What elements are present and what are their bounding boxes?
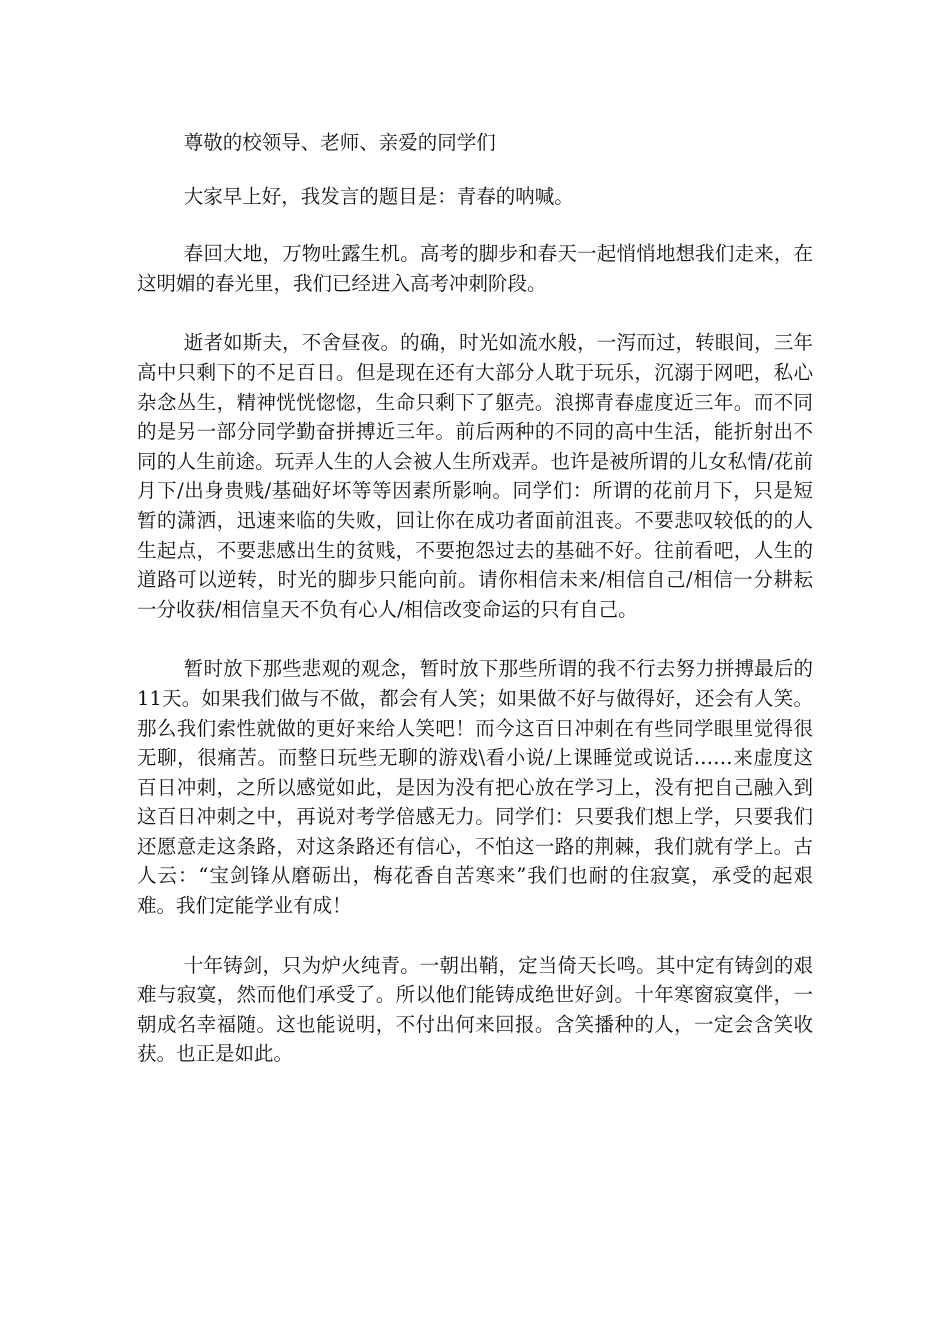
body-paragraph: 春回大地，万物吐露生机。高考的脚步和春天一起悄悄地想我们走来，在这明媚的春光里，我们已经进入高考冲刺阶段。	[137, 242, 813, 295]
body-paragraph: 逝者如斯夫，不舍昼夜。的确，时光如流水般，一泻而过，转眼间，三年高中只剩下的不足百日。但是现在还有大部分人耽于玩乐，沉溺于网吧，私心杂念丛生，精神恍恍惚惚，生命只剩下了躯壳。浪掷青春虚度近三年。而不同的是另一部分同学勤奋拼搏近三年。前后两种的不同的高中生活，能折射出不同的人生前途。玩弄人生的人会被人生所戏弄。也许是被所谓的儿女私情/花前月下/出身贵贱/基础好坏等等因素所影响。同学们：所谓的花前月下，只是短暂的潇洒，迅速来临的失败，回让你在成功者面前沮丧。不要悲叹较低的的人生起点，不要悲感出生的贫贱，不要抱怨过去的基础不好。往前看吧，人生的道路可以逆转，时光的脚步只能向前。请你相信未来/相信自己/相信一分耕耘一分收获/相信皇天不负有心人/相信改变命运的只有自己。	[137, 331, 813, 621]
greeting-paragraph: 大家早上好，我发言的题目是：青春的呐喊。	[183, 184, 574, 208]
body-paragraph: 暂时放下那些悲观的观念，暂时放下那些所谓的我不行去努力拼搏最后的11天。如果我们做与不做，都会有人笑；如果做不好与做得好，还会有人笑。那么我们索性就做的更好来给人笑吧！而今这百日冲刺在有些同学眼里觉得很无聊，很痛苦。而整日玩些无聊的游戏\看小说/上课睡觉或说话……来虚度这百日冲刺，之所以感觉如此，是因为没有把心放在学习上，没有把自己融入到这百日冲刺之中，再说对考学倍感无力。同学们：只要我们想上学，只要我们还愿意走这条路，对这条路还有信心，不怕这一路的荆棘，我们就有学上。古人云：“宝剑锋从磨砺出，梅花香自苦寒来”我们也耐的住寂寞，承受的起艰难。我们定能学业有成！	[137, 657, 813, 918]
speech-body	[137, 128, 813, 1099]
body-paragraph: 十年铸剑，只为炉火纯青。一朝出鞘，定当倚天长鸣。其中定有铸剑的艰难与寂寞，然而他们承受了。所以他们能铸成绝世好剑。十年寒窗寂寞伴，一朝成名幸福随。这也能说明，不付出何来回报。含笑播种的人，一定会含笑收获。也正是如此。	[137, 953, 813, 1066]
salutation-paragraph: 尊敬的校领导、老师、亲爱的同学们	[183, 131, 496, 154]
